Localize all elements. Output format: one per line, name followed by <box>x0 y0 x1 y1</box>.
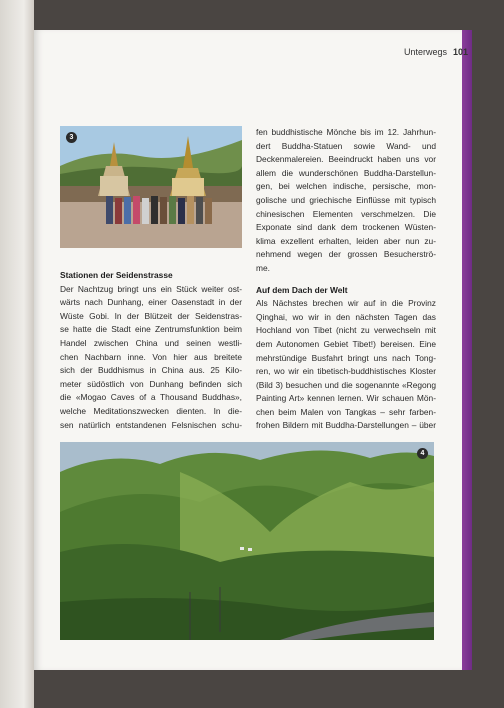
previous-page-edge <box>0 0 34 708</box>
highland-photo-image <box>60 442 434 640</box>
text-line: frohen Bildern mit Buddha-Darstellungen – über <box>256 420 436 431</box>
monastery-photo-image <box>60 126 242 248</box>
text-line: Deckenmalereien. Beeindruckt haben uns vor <box>256 154 436 165</box>
text-line: Handel zwischen China und seinen westli- <box>60 337 242 348</box>
photo-tibetan-highland <box>60 442 434 640</box>
page-content <box>34 30 462 670</box>
text-line: chen beim Malen von Tangkas – sehr farben- <box>256 406 436 417</box>
photo-monastery-group <box>60 126 242 248</box>
text-line: dem Autonomen Gebiet Tibet!) bereisen. Eine <box>256 338 436 349</box>
text-line: sich der Buddhismus in China aus. 25 Kilo- <box>60 365 242 376</box>
text-line: Als Nächstes brechen wir auf in die Provinz <box>256 298 436 309</box>
text-line: se hatte die Stadt eine Zentrumsfunktion beim <box>60 324 242 335</box>
text-line: chen Nachbarn inne. Von hier aus breitete <box>60 351 242 362</box>
section-title: Unterwegs <box>403 47 447 57</box>
text-line: ren, wo wir ein tibetisch-buddhistisches Kloster <box>256 366 436 377</box>
text-line: sen natürlich entstandenen Felsnischen schu- <box>60 419 242 430</box>
photo-number-badge: 3 <box>66 132 77 143</box>
text-line: Wüste Gobi. In der Blützeit der Seidenstras- <box>60 310 242 321</box>
text-line: wärts nach Dunhang, einer Oasenstadt in der <box>60 297 242 308</box>
text-line: klima exzellent erhalten, leiden aber nun zu- <box>256 235 436 246</box>
right-paragraph-top <box>256 126 436 276</box>
text-line: Painting Art» kennen lernen. Wir schauen Mön- <box>256 393 436 404</box>
text-line: welche Meditationszwecken dienten. In die- <box>60 405 242 416</box>
text-line: Exponate sind dank dem trockenen Wüsten- <box>256 222 436 233</box>
text-line: Qinghai, wo wir in den nächsten Tagen das <box>256 311 436 322</box>
text-line: Der Nachtzug bringt uns ein Stück weiter ost- <box>60 283 242 294</box>
photo-number-badge: 4 <box>417 448 428 459</box>
page-number: 101 <box>452 47 468 57</box>
text-line: golische und griechische Einflüsse mit typisch <box>256 194 436 205</box>
page-edge-purple <box>462 30 472 670</box>
left-column <box>60 269 242 432</box>
text-line: Hochland von Tibet (nicht zu verwechseln mit <box>256 325 436 336</box>
text-line: allem die wunderschönen Buddha-Darstellun- <box>256 167 436 178</box>
section-heading-silk-road: Stationen der Seidenstrasse <box>60 270 173 280</box>
text-line: meter südöstlich von Dunhang befinden sich <box>60 378 242 389</box>
text-line: die «Mogao Caves of a Thousand Buddhas», <box>60 392 242 403</box>
text-line: nehmend wegen der grossen Besucherströ- <box>256 249 436 260</box>
text-line: gen, bei welchen indische, persische, mon- <box>256 181 436 192</box>
text-line: chinesischen Elementen verschmelzen. Die <box>256 208 436 219</box>
section-heading-roof-of-world: Auf dem Dach der Welt <box>256 284 348 295</box>
text-line: mehrstündige Busfahrt bringt uns nach Tong- <box>256 352 436 363</box>
left-paragraph <box>60 283 242 433</box>
text-line: dert Buddha-Statuen sowie Wand- und <box>256 140 436 151</box>
text-line: (Bild 3) besuchen und die sogenannte «Regong <box>256 379 436 390</box>
text-line: fen buddhistische Mönche bis im 12. Jahrhun- <box>256 127 436 137</box>
right-column <box>256 126 436 433</box>
right-paragraph-bottom <box>256 297 436 433</box>
text-line: me. <box>256 262 270 273</box>
